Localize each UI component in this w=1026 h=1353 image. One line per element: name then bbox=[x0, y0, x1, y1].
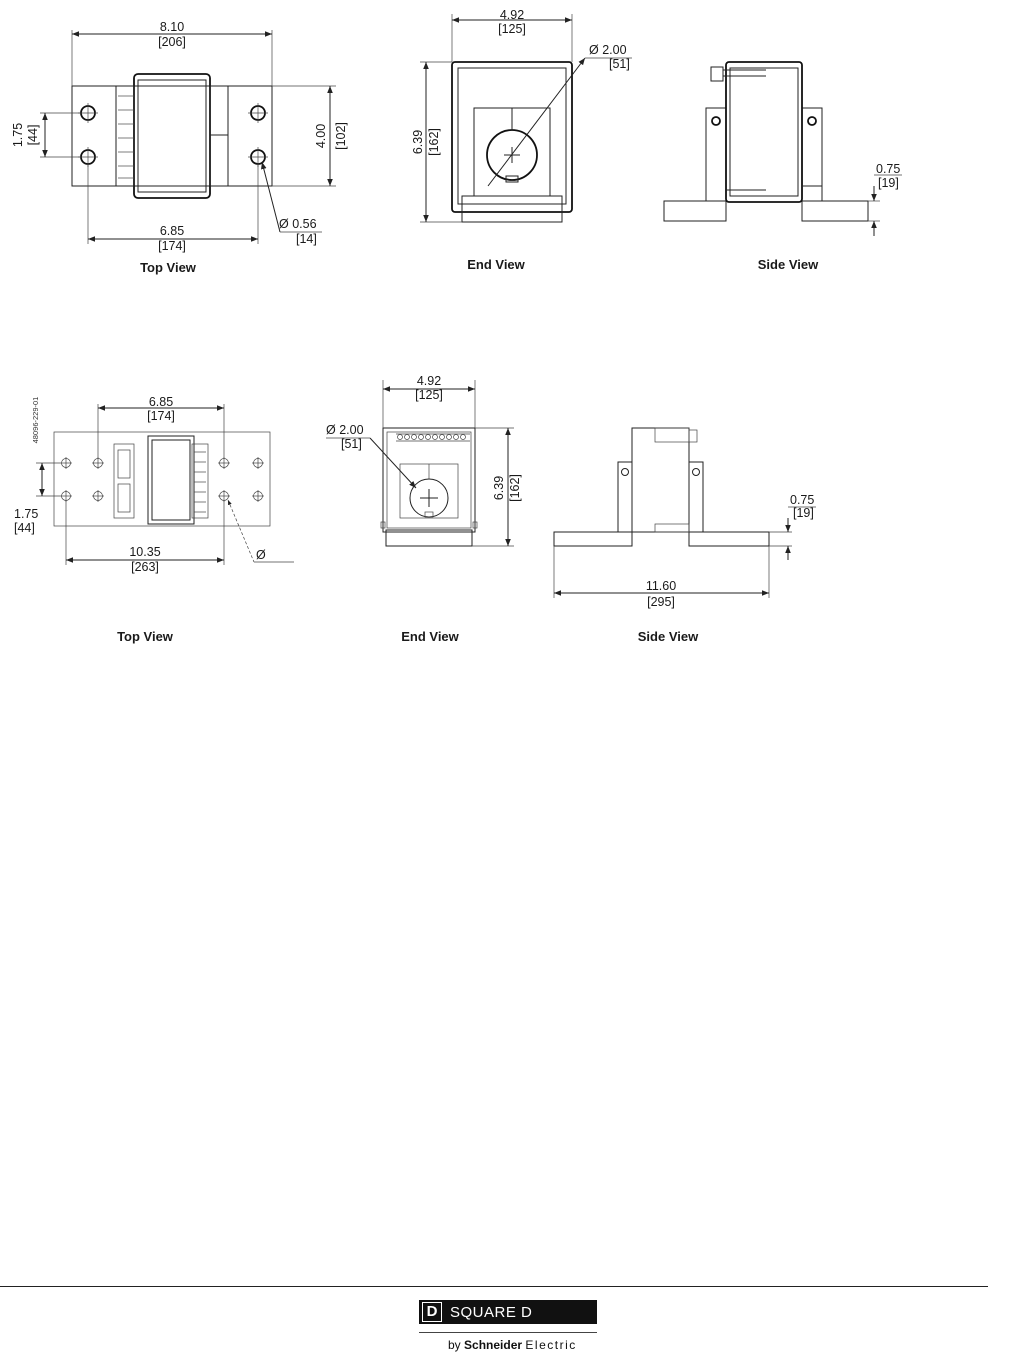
r2-top-hole-spacing-mm: [44] bbox=[14, 521, 35, 535]
r2-side-overall-length-mm: [295] bbox=[647, 595, 675, 609]
r1-end-height: 6.39 bbox=[411, 129, 425, 155]
r1-side-base-thickness: 0.75 bbox=[876, 162, 901, 176]
r2-top-overall-length-mm: [263] bbox=[131, 560, 159, 574]
r2-side-view-caption: Side View bbox=[637, 629, 699, 644]
r1-top-hole-spacing: 1.75 bbox=[11, 122, 25, 148]
r1-end-window-dia-mm: [51] bbox=[609, 57, 630, 71]
schneider-tagline bbox=[448, 1338, 577, 1352]
company-name: Schneider bbox=[464, 1338, 523, 1352]
r2-top-overall-length: 10.35 bbox=[129, 545, 161, 559]
r2-top-hole-spacing: 1.75 bbox=[14, 507, 39, 521]
r2-side-overall-length: 11.60 bbox=[645, 579, 677, 593]
r1-top-hole-center-mm: [174] bbox=[158, 239, 186, 253]
r2-end-height-mm: [162] bbox=[508, 474, 522, 502]
r2-top-view-caption: Top View bbox=[117, 629, 173, 644]
row2-side-view bbox=[554, 428, 816, 644]
r1-top-hole-dia: Ø 0.56 bbox=[279, 217, 317, 231]
r2-end-view-caption: End View bbox=[401, 629, 459, 644]
brand-name: SQUARE D bbox=[450, 1303, 533, 1321]
r1-top-hole-spacing-mm: [44] bbox=[26, 124, 40, 146]
r2-end-window-dia-mm: [51] bbox=[341, 437, 362, 451]
r2-top-hole-center-mm: [174] bbox=[147, 409, 175, 423]
row1-side-view bbox=[664, 62, 902, 272]
r2-end-window-dia: Ø 2.00 bbox=[326, 423, 364, 437]
r1-top-overall-length-mm: [206] bbox=[158, 35, 186, 49]
drawing-id: 48096-229-01 bbox=[31, 396, 40, 444]
r2-side-base-thickness: 0.75 bbox=[790, 493, 815, 507]
r1-top-view-caption: Top View bbox=[140, 260, 196, 275]
r1-top-hole-center: 6.85 bbox=[159, 224, 185, 238]
r1-top-width-mm: [102] bbox=[334, 122, 348, 150]
r1-end-width-mm: [125] bbox=[498, 22, 526, 36]
r2-side-base-thickness-mm: [19] bbox=[793, 506, 814, 520]
row1-end-view bbox=[411, 8, 632, 272]
company-suffix: Electric bbox=[525, 1338, 577, 1352]
logo-divider bbox=[419, 1332, 597, 1333]
r1-end-view-caption: End View bbox=[467, 257, 525, 272]
square-d-logo-mark: D bbox=[422, 1302, 442, 1322]
square-d-logo bbox=[419, 1300, 597, 1324]
r1-side-base-thickness-mm: [19] bbox=[878, 176, 899, 190]
r2-top-hole-dia: Ø bbox=[256, 548, 266, 562]
r2-end-height: 6.39 bbox=[492, 475, 506, 501]
row2-top-view bbox=[14, 395, 294, 644]
r1-top-overall-length: 8.10 bbox=[159, 20, 185, 34]
r2-top-hole-center: 6.85 bbox=[148, 395, 174, 409]
r2-end-width: 4.92 bbox=[416, 374, 442, 388]
r1-end-height-mm: [162] bbox=[427, 128, 441, 156]
footer-rule bbox=[0, 1286, 988, 1287]
r1-top-hole-dia-mm: [14] bbox=[296, 232, 317, 246]
r1-end-width: 4.92 bbox=[499, 8, 525, 22]
row1-top-view bbox=[11, 20, 348, 275]
row2-end-view bbox=[326, 374, 522, 644]
r1-top-width: 4.00 bbox=[314, 123, 328, 149]
r1-side-view-caption: Side View bbox=[757, 257, 819, 272]
r1-end-window-dia: Ø 2.00 bbox=[589, 43, 627, 57]
r2-end-width-mm: [125] bbox=[415, 388, 443, 402]
by-word: by bbox=[448, 1338, 461, 1352]
